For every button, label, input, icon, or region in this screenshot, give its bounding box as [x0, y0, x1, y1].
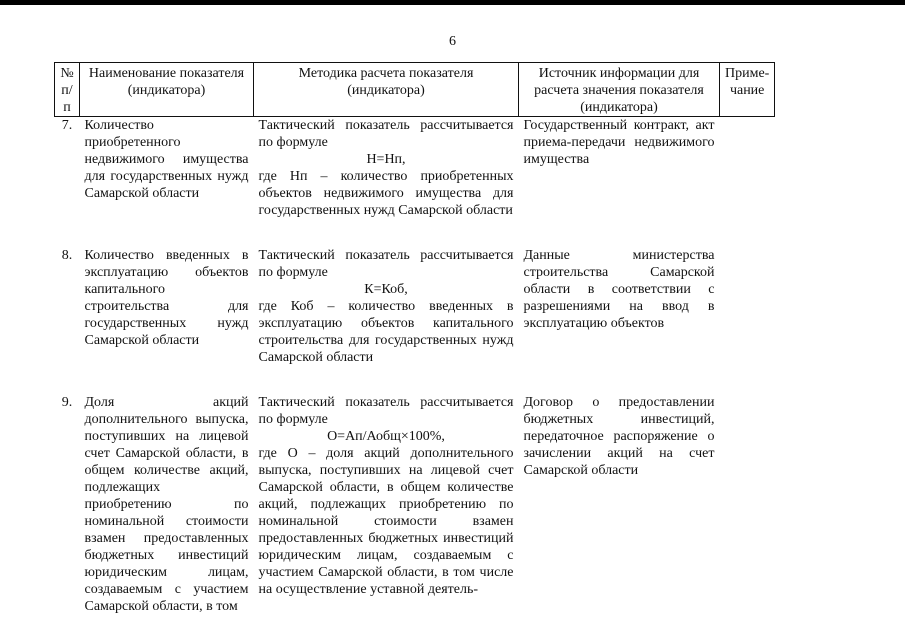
page-number: 6	[449, 34, 456, 49]
note-cell	[720, 247, 775, 394]
indicator-name: Количество приобретенного недвижимого имущества для государственных нужд Самарской области	[84, 118, 249, 201]
note-cell	[720, 394, 775, 643]
header-name: Наименование показателя (индикатора)	[80, 63, 254, 117]
row-number: 8.	[61, 248, 73, 263]
indicators-table	[54, 62, 775, 643]
method-cell	[254, 394, 519, 643]
method-description: где О – доля акций дополнительного выпуска, поступивших на лицевой счет Самарской области, в общем количестве акций, подлежащих приобретению по номинальной стоимости взамен предоставленных бюджетных инвестиций юридическим лицам, создаваемым с участием Самарской области, в том числе на осуществление уставной деятель-	[258, 446, 514, 597]
method-intro: Тактический показатель рассчитывается по формуле	[258, 395, 514, 427]
table-row	[55, 117, 775, 248]
method-description: где Нп – количество приобретенных объектов недвижимого имущества для государственных нужд Самарской области	[258, 169, 514, 218]
formula: К=Коб,	[364, 282, 408, 297]
info-source: Договор о предоставлении бюджетных инвестиций, передаточное распоряжение о зачислении акций на счет Самарской области	[523, 395, 715, 478]
indicator-name: Доля акций дополнительного выпуска, поступивших на лицевой счет Самарской области, в общем количестве акций, подлежащих приобретению по номинальной стоимости взамен предоставленных бюджетных инвестиций юридическим лицам, создаваемым с участием Самарской области, в том	[84, 395, 249, 614]
info-source: Данные министерства строительства Самарской области в соответствии с разрешениями на ввод в эксплуатацию объектов	[523, 248, 715, 331]
method-description: где Коб – количество введенных в эксплуатацию объектов капитального строительства для государственных нужд Самарской области	[258, 299, 514, 365]
header-source: Источник информации для расчета значения показателя (индикатора)	[519, 63, 720, 117]
formula: О=Ап/Аобщ×100%,	[327, 429, 445, 444]
table-row	[55, 247, 775, 394]
row-number: 9.	[61, 395, 73, 410]
indicator-name: Количество введенных в эксплуатацию объектов капитального строительства для государственных нужд Самарской области	[84, 248, 249, 348]
note-cell	[720, 117, 775, 248]
method-cell	[254, 117, 519, 248]
formula: Н=Нп,	[366, 152, 406, 167]
table-header-row	[55, 63, 775, 117]
row-number: 7.	[61, 118, 73, 133]
info-source: Государственный контракт, акт приема-передачи недвижимого имущества	[523, 118, 715, 167]
method-intro: Тактический показатель рассчитывается по формуле	[258, 118, 514, 150]
method-cell	[254, 247, 519, 394]
method-intro: Тактический показатель рассчитывается по формуле	[258, 248, 514, 280]
header-num: № п/п	[55, 63, 80, 117]
header-method: Методика расчета показателя (индикатора)	[254, 63, 519, 117]
header-note: Приме- чание	[720, 63, 775, 117]
scan-top-border	[0, 0, 905, 5]
table-row	[55, 394, 775, 643]
